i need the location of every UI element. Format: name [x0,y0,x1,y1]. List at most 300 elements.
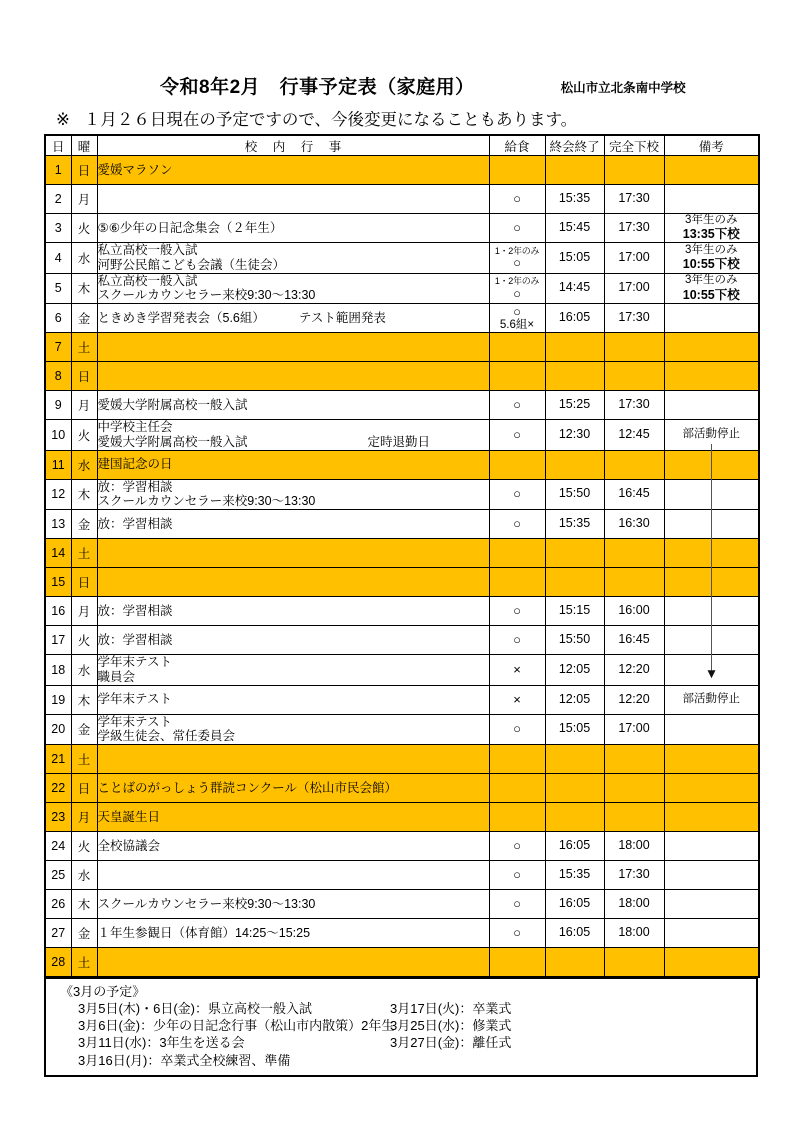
cell-day-of-week: 日 [71,362,97,391]
cell-lunch [489,861,545,890]
table-row [45,568,759,597]
cell-event [97,626,489,655]
event-line: 放：学習相談 [97,479,173,494]
table-row [45,214,759,243]
table-row [45,714,759,745]
cell-end-time [545,362,604,391]
cell-leave-time: 12:20 [604,655,664,686]
cell-day: 20 [45,714,71,745]
cell-day: 4 [45,243,71,274]
cell-day-of-week: 木 [71,273,97,304]
event-line-2-text: 愛媛大学附属高校一般入試 [97,434,248,449]
table-row [45,919,759,948]
remark-line-1: 3年生のみ [685,214,738,227]
table-row [45,774,759,803]
event-line-2 [98,435,489,450]
lunch-note: 1・2年のみ [494,245,540,256]
cell-event [97,919,489,948]
march-plan-left: 3月6日(金)：少年の日記念行事（松山市内散策）2年生 [78,1018,395,1034]
cell-lunch [489,420,545,451]
cell-lunch [489,626,545,655]
march-plan-left: 3月5日(木)・6日(金)：県立高校一般入試 [78,1001,313,1017]
march-plans-box [44,978,758,1077]
cell-event [97,803,489,832]
event-line-2-text: 職員会 [97,669,136,684]
cell-day: 25 [45,861,71,890]
march-plan-line [46,1034,756,1051]
event-line-2 [98,258,489,273]
event-line-2 [98,729,489,744]
cell-day: 15 [45,568,71,597]
cell-day-of-week: 月 [71,391,97,420]
cell-lunch [489,273,545,304]
march-plans-title: 《3月の予定》 [60,984,146,999]
table-row [45,391,759,420]
cell-lunch [489,745,545,774]
event-line-2 [98,494,489,509]
cell-day: 3 [45,214,71,243]
cell-end-time: 15:35 [545,185,604,214]
cell-leave-time: 18:00 [604,832,664,861]
cell-day: 24 [45,832,71,861]
cell-day-of-week: 火 [71,626,97,655]
cell-leave-time: 17:30 [604,214,664,243]
cell-day: 19 [45,685,71,714]
cell-leave-time [604,803,664,832]
cell-day-of-week: 土 [71,745,97,774]
lunch-mark: ○ [513,191,521,207]
cell-day: 21 [45,745,71,774]
event-line-2-text: 河野公民館こども会議（生徒会） [97,257,286,272]
table-row [45,479,759,510]
event-line-2-right: 定時退勤日 [367,434,431,449]
cell-day: 12 [45,479,71,510]
table-row [45,156,759,185]
event-line: 私立高校一般入試 [97,273,198,288]
cell-remarks [664,919,759,948]
event-line: ときめき学習発表会（5.6組） [97,310,265,325]
lunch-mark: ○ [513,896,521,912]
cell-remarks [664,685,759,714]
event-line-right: テスト範囲発表 [298,310,386,325]
cell-day: 7 [45,333,71,362]
lunch-note: 1・2年のみ [494,276,540,287]
march-plan-line [46,1052,756,1069]
cell-remarks [664,156,759,185]
cell-leave-time [604,539,664,568]
cell-lunch [489,919,545,948]
march-plan-line [46,1000,756,1017]
cell-remarks [664,450,759,479]
cell-leave-time [604,450,664,479]
event-line-2 [98,288,489,303]
cell-day-of-week: 木 [71,479,97,510]
lunch-mark: ○ [513,603,521,619]
event-line-wrap [98,311,489,326]
table-row [45,362,759,391]
cell-end-time: 15:25 [545,391,604,420]
remark-line-2: 10:55下校 [682,287,740,302]
cell-lunch [489,685,545,714]
cell-leave-time: 17:30 [604,304,664,333]
cell-remarks [664,714,759,745]
cell-event [97,890,489,919]
cell-day-of-week: 金 [71,510,97,539]
event-line: スクールカウンセラー来校9:30～13:30 [97,896,316,911]
cell-remarks [664,391,759,420]
table-row [45,890,759,919]
cell-lunch [489,185,545,214]
event-line: ことばのがっしょう群読コンクール（松山市民会館） [97,780,398,795]
event-line: 学年末テスト [97,714,173,729]
cell-event [97,832,489,861]
cell-leave-time: 17:00 [604,243,664,274]
lunch-mark: ○ [513,925,521,941]
cell-lunch [489,450,545,479]
lunch-mark: ○ [513,285,521,301]
school-name: 松山市立北条南中学校 [560,81,686,95]
cell-event [97,185,489,214]
cell-remarks [664,479,759,510]
cell-end-time [545,745,604,774]
notice-mark-icon: ※ [56,111,70,129]
cell-event [97,362,489,391]
cell-remarks [664,861,759,890]
cell-event [97,597,489,626]
event-line: 学年末テスト [97,655,173,669]
cell-event [97,420,489,451]
cell-lunch [489,803,545,832]
lunch-sub-note: 5.6組× [499,318,535,331]
calendar-table [44,134,760,978]
remark-line-1: 部活動停止 [682,428,740,441]
cell-event [97,948,489,978]
cell-leave-time [604,774,664,803]
cell-end-time [545,156,604,185]
event-line: 私立高校一般入試 [97,243,198,257]
event-line: 学年末テスト [97,692,173,707]
lunch-mark: × [513,691,521,707]
cell-end-time: 12:05 [545,655,604,686]
cell-day-of-week: 木 [71,890,97,919]
cell-day-of-week: 木 [71,685,97,714]
cell-remarks [664,243,759,274]
lunch-mark: ○ [513,220,521,236]
march-plan-line [46,1017,756,1034]
table-row [45,304,759,333]
march-plans-lines [46,1000,756,1069]
cell-day-of-week: 火 [71,214,97,243]
table-row [45,510,759,539]
cell-remarks [664,774,759,803]
cell-end-time: 16:05 [545,919,604,948]
cell-lunch [489,655,545,686]
cell-end-time: 12:30 [545,420,604,451]
cell-day-of-week: 土 [71,948,97,978]
cell-lunch [489,156,545,185]
cell-day-of-week: 金 [71,919,97,948]
cell-event [97,479,489,510]
title-row [0,72,800,99]
cell-end-time [545,568,604,597]
cell-end-time: 16:05 [545,832,604,861]
cell-leave-time [604,948,664,978]
event-line: 放：学習相談 [97,632,173,647]
column-header-leave: 完全下校 [604,135,664,156]
column-header-day: 日 [45,135,71,156]
event-line: 全校協議会 [97,838,161,853]
cell-leave-time [604,333,664,362]
cell-day: 6 [45,304,71,333]
event-line: 放：学習相談 [97,603,173,618]
cell-day-of-week: 金 [71,304,97,333]
remark-line-2: 10:55下校 [682,257,740,272]
cell-remarks [664,362,759,391]
table-row [45,539,759,568]
cell-leave-time: 16:45 [604,626,664,655]
cell-leave-time: 17:30 [604,861,664,890]
table-row [45,685,759,714]
column-header-lunch: 給食 [489,135,545,156]
cell-end-time: 16:05 [545,890,604,919]
table-row [45,655,759,686]
cell-lunch [489,597,545,626]
table-body [45,156,759,978]
cell-event [97,214,489,243]
cell-day-of-week: 水 [71,861,97,890]
event-line: 愛媛大学附属高校一般入試 [97,397,248,412]
cell-remarks [664,626,759,655]
cell-leave-time: 12:20 [604,685,664,714]
cell-day-of-week: 火 [71,420,97,451]
cell-end-time: 15:50 [545,479,604,510]
cell-day: 1 [45,156,71,185]
cell-day: 5 [45,273,71,304]
lunch-mark: ○ [513,632,521,648]
cell-day-of-week: 日 [71,568,97,597]
cell-end-time [545,803,604,832]
page-title: 令和8年2月 行事予定表（家庭用） [160,77,475,98]
table-header [45,135,759,156]
cell-day-of-week: 日 [71,156,97,185]
march-plan-left: 3月16日(月)：卒業式全校練習、準備 [78,1052,291,1068]
cell-day: 11 [45,450,71,479]
cell-event [97,156,489,185]
table-row [45,333,759,362]
cell-end-time: 15:35 [545,510,604,539]
cell-end-time [545,774,604,803]
cell-lunch [489,362,545,391]
cell-day-of-week: 水 [71,450,97,479]
march-plan-right: 3月17日(火)：卒業式 [390,1001,512,1017]
calendar-table-wrapper [44,134,758,1077]
lunch-mark: ○ [513,486,521,502]
cell-leave-time: 17:30 [604,391,664,420]
cell-event [97,774,489,803]
remark-line-1: 3年生のみ [685,243,738,256]
cell-day-of-week: 水 [71,243,97,274]
cell-day: 17 [45,626,71,655]
event-line: １年生参観日（体育館）14:25～15:25 [97,925,311,940]
event-line-2-text: スクールカウンセラー来校9:30～13:30 [97,494,316,509]
cell-remarks [664,745,759,774]
cell-event [97,391,489,420]
cell-leave-time: 12:45 [604,420,664,451]
cell-end-time: 12:05 [545,685,604,714]
cell-event [97,655,489,686]
cell-day-of-week: 月 [71,597,97,626]
remark-line-1: 3年生のみ [685,274,738,287]
cell-remarks [664,655,759,686]
cell-lunch [489,214,545,243]
cell-event [97,539,489,568]
cell-leave-time [604,362,664,391]
cell-day: 28 [45,948,71,978]
cell-event [97,450,489,479]
lunch-mark: ○ [513,838,521,854]
cell-event [97,304,489,333]
cell-end-time: 15:05 [545,714,604,745]
cell-remarks [664,539,759,568]
cell-day-of-week: 月 [71,803,97,832]
cell-leave-time [604,568,664,597]
cell-remarks [664,832,759,861]
event-line-2 [98,670,489,685]
cell-event [97,568,489,597]
column-header-dow: 曜 [71,135,97,156]
cell-lunch [489,304,545,333]
cell-event [97,510,489,539]
cell-remarks [664,273,759,304]
cell-lunch [489,333,545,362]
cell-leave-time: 16:30 [604,510,664,539]
cell-end-time: 15:45 [545,214,604,243]
cell-day: 2 [45,185,71,214]
cell-event [97,243,489,274]
cell-event [97,861,489,890]
cell-remarks [664,568,759,597]
cell-leave-time: 18:00 [604,890,664,919]
lunch-mark: ○ [513,255,521,271]
lunch-mark: ○ [513,516,521,532]
cell-lunch [489,714,545,745]
cell-remarks [664,214,759,243]
cell-leave-time [604,156,664,185]
cell-end-time: 15:50 [545,626,604,655]
cell-remarks [664,185,759,214]
cell-remarks [664,510,759,539]
table-row [45,861,759,890]
cell-day: 23 [45,803,71,832]
cell-lunch [489,391,545,420]
cell-lunch [489,510,545,539]
cell-day: 22 [45,774,71,803]
cell-day: 10 [45,420,71,451]
cell-remarks [664,803,759,832]
table-row [45,243,759,274]
cell-event [97,745,489,774]
cell-day: 8 [45,362,71,391]
document-header [0,72,800,130]
cell-leave-time: 17:30 [604,185,664,214]
cell-day-of-week: 日 [71,774,97,803]
column-header-remarks: 備考 [664,135,759,156]
cell-leave-time: 17:00 [604,714,664,745]
event-line-2-text: 学級生徒会、常任委員会 [97,729,236,744]
cell-leave-time: 16:45 [604,479,664,510]
cell-end-time [545,948,604,978]
cell-day-of-week: 火 [71,832,97,861]
cell-day: 27 [45,919,71,948]
cell-day: 9 [45,391,71,420]
cell-lunch [489,479,545,510]
cell-leave-time [604,745,664,774]
cell-day: 16 [45,597,71,626]
cell-day-of-week: 月 [71,185,97,214]
march-plan-right: 3月25日(水)：修業式 [390,1018,512,1034]
table-row [45,948,759,978]
cell-end-time [545,333,604,362]
table-row [45,597,759,626]
event-line: ⑤⑥少年の日記念集会（２年生） [97,220,283,235]
cell-lunch [489,568,545,597]
event-line: 天皇誕生日 [97,809,161,824]
cell-day: 18 [45,655,71,686]
cell-day-of-week: 水 [71,655,97,686]
cell-day: 26 [45,890,71,919]
cell-leave-time: 18:00 [604,919,664,948]
cell-event [97,685,489,714]
lunch-mark: × [513,661,521,677]
column-header-end: 終会終了 [545,135,604,156]
cell-day-of-week: 金 [71,714,97,745]
notice-text: １月２６日現在の予定ですので、今後変更になることもあります。 [83,111,578,129]
cell-leave-time: 16:00 [604,597,664,626]
cell-leave-time: 17:00 [604,273,664,304]
cell-remarks [664,948,759,978]
cell-event [97,333,489,362]
event-line-2-text: スクールカウンセラー来校9:30～13:30 [97,288,316,303]
cell-lunch [489,539,545,568]
cell-lunch [489,243,545,274]
table-row [45,832,759,861]
cell-end-time: 14:45 [545,273,604,304]
lunch-mark: ○ [513,397,521,413]
march-plan-right: 3月27日(金)：離任式 [390,1035,512,1051]
cell-remarks [664,304,759,333]
cell-remarks [664,333,759,362]
table-row [45,745,759,774]
table-row [45,803,759,832]
lunch-mark: ○ [513,426,521,442]
table-row [45,273,759,304]
cell-end-time: 15:05 [545,243,604,274]
header-row [45,135,759,156]
event-line: 愛媛マラソン [97,162,173,177]
cell-end-time: 15:35 [545,861,604,890]
table-row [45,626,759,655]
lunch-mark: ○ [513,721,521,737]
cell-remarks [664,420,759,451]
cell-day-of-week: 土 [71,539,97,568]
cell-lunch [489,774,545,803]
remark-line-2: 13:35下校 [682,227,740,242]
cell-event [97,714,489,745]
cell-end-time: 16:05 [545,304,604,333]
event-line: 建国記念の日 [97,457,173,472]
cell-lunch [489,832,545,861]
cell-day: 14 [45,539,71,568]
